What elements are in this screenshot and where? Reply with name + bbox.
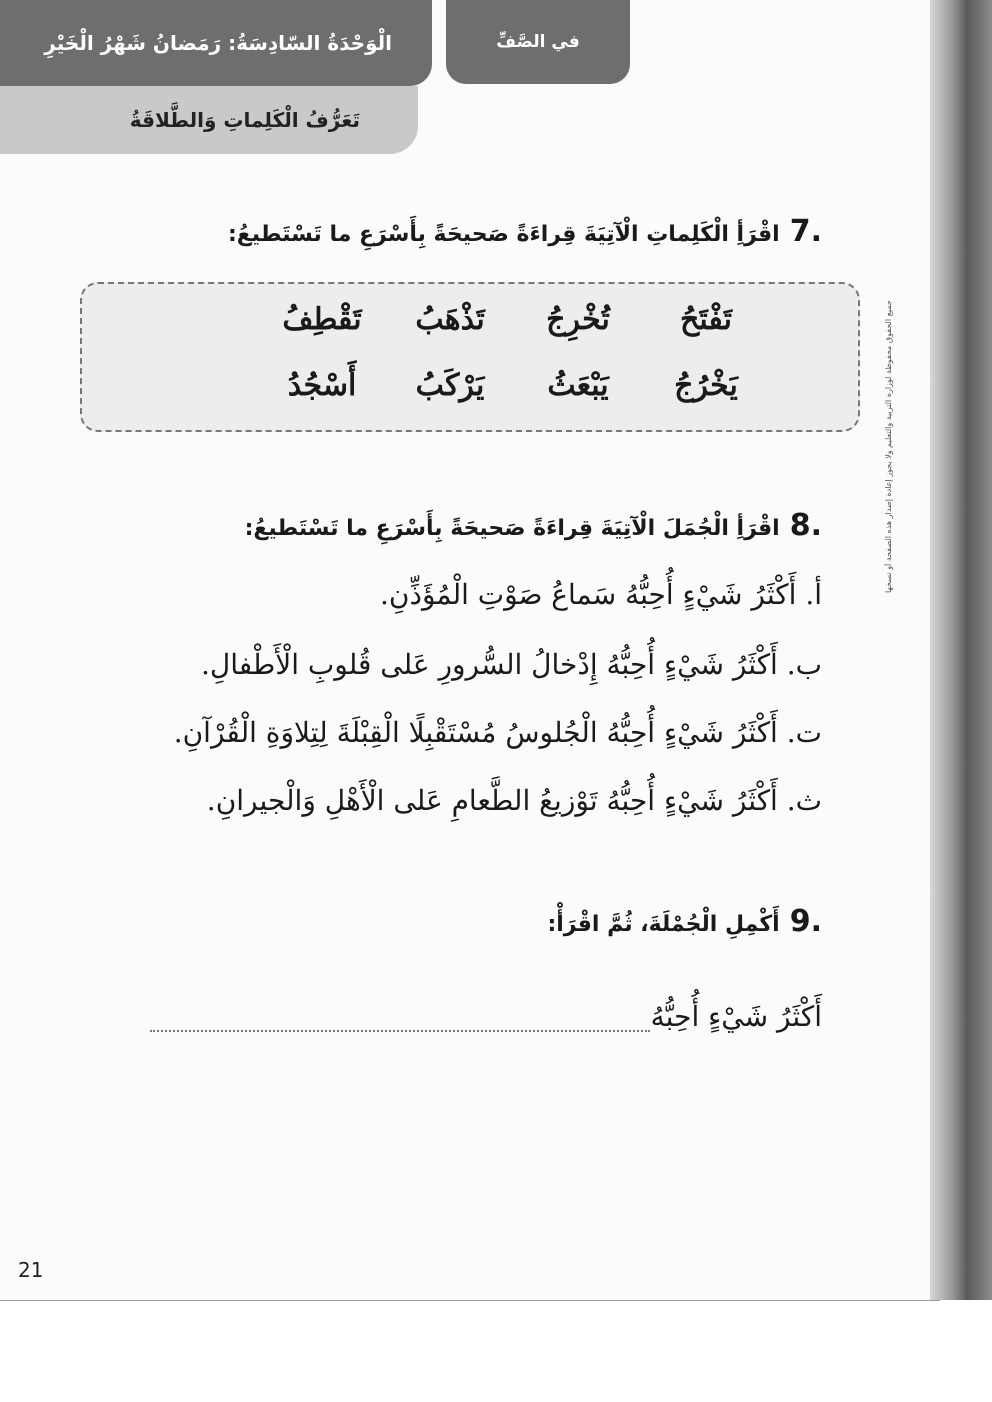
words-row-1: [258, 302, 770, 337]
word: يَخْرُجُ: [674, 368, 738, 403]
word: تَقْطِفُ: [282, 302, 362, 337]
copyright-notice: جميع الحقوق محفوظة لوزارة التربية والتعليم ولا يجوز إعادة إصدار هذه الصفحة أو نسخها: [884, 300, 893, 593]
question-7-heading: [228, 214, 822, 249]
question-9-number: 9.: [789, 904, 822, 939]
class-tab: [446, 0, 630, 84]
page-bottom-edge: [0, 1300, 940, 1301]
sentence-a: أ. أَكْثَرُ شَيْءٍ أُحِبُّهُ سَماعُ صَوْتِ الْمُؤَذِّنِ.: [380, 578, 822, 611]
question-8-number: 8.: [789, 508, 822, 543]
answer-line[interactable]: [150, 1030, 650, 1032]
words-row-2: [258, 368, 770, 403]
sentence-t: ت. أَكْثَرُ شَيْءٍ أُحِبُّهُ الْجُلوسُ مُسْتَقْبِلًا الْقِبْلَةَ لِتِلاوَةِ الْقُرْآنِ.: [173, 716, 822, 749]
question-7-number: 7.: [789, 214, 822, 249]
word: تُخْرِجُ: [546, 302, 610, 337]
word: تَذْهَبُ: [415, 302, 485, 337]
class-tab-label: في الصَّفِّ: [496, 32, 580, 52]
word: أَسْجُدُ: [287, 368, 357, 403]
word: تَفْتَحُ: [680, 302, 732, 337]
sentence-stem: أَكْثَرُ شَيْءٍ أُحِبُّهُ: [650, 1000, 822, 1033]
question-8-instruction: اقْرَأِ الْجُمَلَ الْآتِيَةَ قِراءَةً صَحيحَةً بِأَسْرَعِ ما تَسْتَطيعُ:: [244, 516, 780, 541]
book-spine-shadow: [930, 0, 992, 1300]
word: يَرْكَبُ: [415, 368, 485, 403]
question-9-heading: [547, 904, 822, 939]
sentence-b: ب. أَكْثَرُ شَيْءٍ أُحِبُّهُ إِدْخالُ السُّرورِ عَلى قُلوبِ الْأَطْفالِ.: [201, 648, 822, 681]
unit-title: الْوَحْدَةُ السّادِسَةُ: رَمَضانُ شَهْرُ الْخَيْرِ: [44, 31, 392, 55]
topic-title-banner: [0, 86, 418, 154]
word: يَبْعَثُ: [547, 368, 609, 403]
question-7-instruction: اقْرَأِ الْكَلِماتِ الْآتِيَةَ قِراءَةً صَحيحَةً بِأَسْرَعِ ما تَسْتَطيعُ:: [227, 222, 780, 247]
question-8-heading: [245, 508, 822, 543]
sentence-th: ث. أَكْثَرُ شَيْءٍ أُحِبُّهُ تَوْزيعُ الطَّعامِ عَلى الْأَهْلِ وَالْجيرانِ.: [206, 784, 822, 817]
question-9-instruction: أَكْمِلِ الْجُمْلَةَ، ثُمَّ اقْرَأْ:: [547, 912, 780, 937]
topic-title: تَعَرُّفُ الْكَلِماتِ وَالطَّلاقَةُ: [129, 108, 360, 132]
page-number: 21: [18, 1258, 44, 1282]
unit-title-banner: [0, 0, 432, 86]
